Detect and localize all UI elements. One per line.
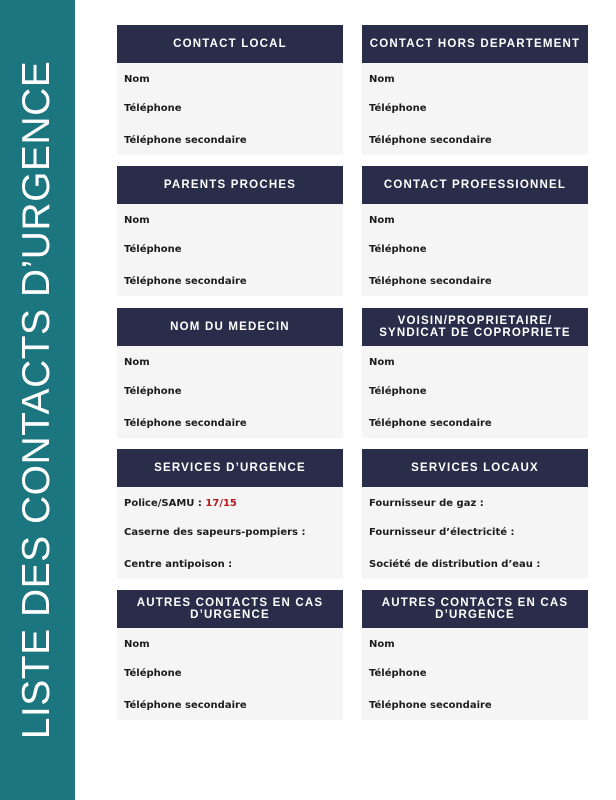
page-title: LISTE DES CONTACTS D’URGENCE: [15, 60, 58, 740]
card-contact-local: [117, 25, 343, 155]
field-label-nom: Nom: [124, 215, 150, 226]
card-body: [362, 63, 588, 155]
field-label-telephone: Téléphone: [369, 386, 427, 397]
field-label-telephone: Téléphone: [369, 103, 427, 114]
card-body: [117, 487, 343, 579]
field-label-centre-antipoison: Centre antipoison :: [124, 559, 233, 570]
card-body: [362, 628, 588, 720]
card-body: [117, 63, 343, 155]
card-parents-proches: [117, 166, 343, 296]
card-header: VOISIN/PROPRIETAIRE/ SYNDICAT DE COPROPRIETE: [362, 308, 588, 346]
card-header: AUTRES CONTACTS EN CAS D’URGENCE: [117, 590, 343, 628]
field-label-nom: Nom: [369, 215, 395, 226]
card-body: [362, 204, 588, 296]
card-voisin-proprietaire: [362, 308, 588, 438]
card-header: SERVICES LOCAUX: [362, 449, 588, 487]
field-label-telephone-secondaire: Téléphone secondaire: [124, 135, 247, 146]
card-autres-contacts-1: [117, 590, 343, 720]
field-label-telephone-secondaire: Téléphone secondaire: [124, 700, 247, 711]
card-body: [117, 628, 343, 720]
field-label-telephone: Téléphone: [369, 244, 427, 255]
card-header: CONTACT HORS DEPARTEMENT: [362, 25, 588, 63]
card-header: CONTACT PROFESSIONNEL: [362, 166, 588, 204]
field-police-samu: [124, 498, 237, 509]
card-contact-professionnel: [362, 166, 588, 296]
field-label-telephone: Téléphone: [369, 668, 427, 679]
police-samu-number: 17/15: [205, 498, 237, 509]
field-label-telephone: Téléphone: [124, 668, 182, 679]
card-header: NOM DU MEDECIN: [117, 308, 343, 346]
field-label-distribution-eau: Société de distribution d’eau :: [369, 559, 541, 570]
card-body: [362, 346, 588, 438]
field-label-nom: Nom: [369, 74, 395, 85]
field-label-fournisseur-electricite: Fournisseur d’électricité :: [369, 527, 515, 538]
field-label-telephone-secondaire: Téléphone secondaire: [369, 418, 492, 429]
field-label-fournisseur-gaz: Fournisseur de gaz :: [369, 498, 484, 509]
card-services-locaux: [362, 449, 588, 579]
field-label-telephone-secondaire: Téléphone secondaire: [124, 276, 247, 287]
card-header: PARENTS PROCHES: [117, 166, 343, 204]
card-autres-contacts-2: [362, 590, 588, 720]
field-label-caserne-pompiers: Caserne des sapeurs-pompiers :: [124, 527, 306, 538]
field-label-nom: Nom: [124, 74, 150, 85]
card-header: CONTACT LOCAL: [117, 25, 343, 63]
field-label-nom: Nom: [124, 357, 150, 368]
field-label-telephone: Téléphone: [124, 386, 182, 397]
side-band: [0, 0, 75, 800]
card-header: SERVICES D’URGENCE: [117, 449, 343, 487]
field-label-telephone-secondaire: Téléphone secondaire: [124, 418, 247, 429]
field-label-telephone-secondaire: Téléphone secondaire: [369, 135, 492, 146]
card-body: [362, 487, 588, 579]
field-label-telephone: Téléphone: [124, 103, 182, 114]
field-label-telephone-secondaire: Téléphone secondaire: [369, 276, 492, 287]
field-label-telephone-secondaire: Téléphone secondaire: [369, 700, 492, 711]
card-contact-hors-departement: [362, 25, 588, 155]
field-label-nom: Nom: [369, 357, 395, 368]
card-services-urgence: [117, 449, 343, 579]
field-label-police-samu: Police/SAMU :: [124, 498, 206, 509]
field-label-telephone: Téléphone: [124, 244, 182, 255]
card-body: [117, 204, 343, 296]
card-body: [117, 346, 343, 438]
field-label-nom: Nom: [369, 639, 395, 650]
card-header: AUTRES CONTACTS EN CAS D’URGENCE: [362, 590, 588, 628]
field-label-nom: Nom: [124, 639, 150, 650]
card-nom-du-medecin: [117, 308, 343, 438]
